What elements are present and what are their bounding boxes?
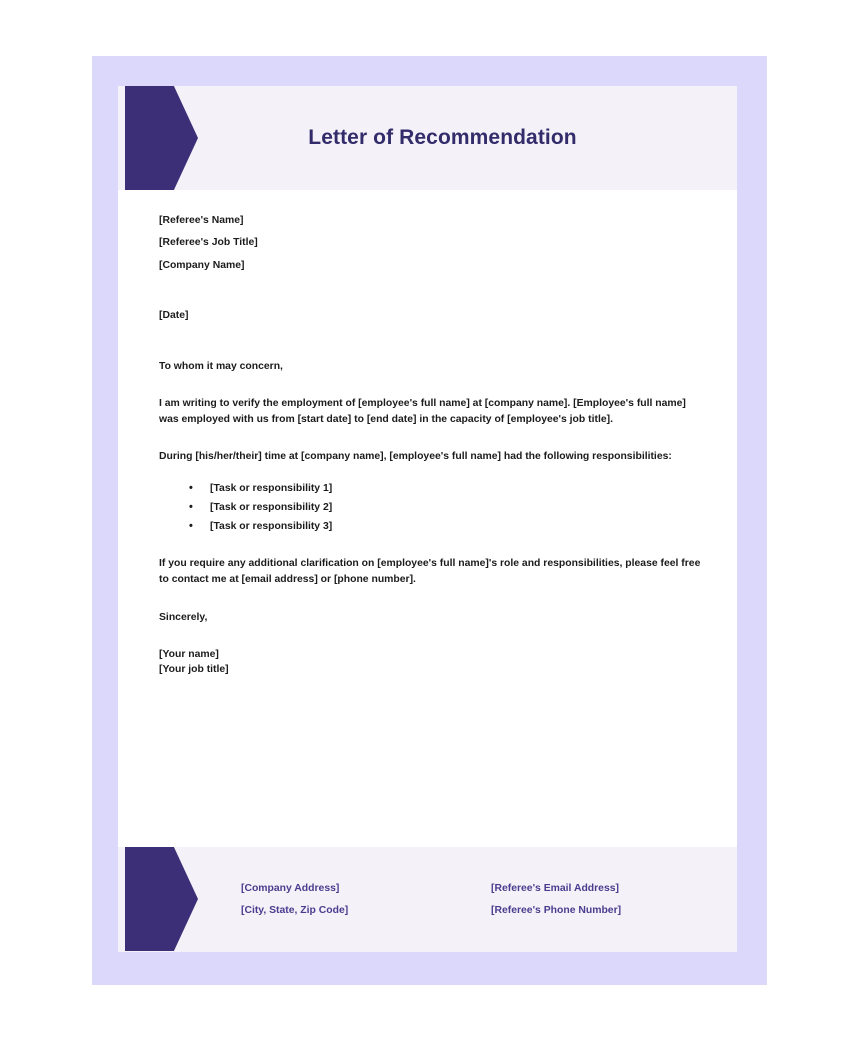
document-footer bbox=[118, 847, 737, 952]
date-line: [Date] bbox=[159, 310, 189, 322]
signature-block bbox=[159, 647, 704, 677]
closing-salutation: Sincerely, bbox=[159, 611, 208, 623]
signer-name-line: [Your name] bbox=[159, 649, 219, 661]
letter-body bbox=[159, 213, 704, 678]
document-page bbox=[118, 86, 737, 952]
footer-contact-columns bbox=[118, 847, 737, 952]
referee-address-block bbox=[159, 213, 704, 273]
responsibilities-intro-paragraph: During [his/her/their] time at [company name], [employee's full name] had the following responsibilities: bbox=[159, 450, 672, 462]
signer-job-title-line: [Your job title] bbox=[159, 664, 229, 676]
responsibilities-list bbox=[159, 481, 704, 535]
list-item: • [Task or responsibility 3] bbox=[198, 519, 704, 535]
company-address-line: [Company Address] bbox=[241, 883, 340, 895]
company-name-line: [Company Name] bbox=[159, 259, 245, 271]
referee-email-line: [Referee's Email Address] bbox=[491, 883, 619, 895]
page-title: Letter of Recommendation bbox=[308, 126, 577, 149]
document-header bbox=[118, 86, 737, 190]
contact-clarification-paragraph: If you require any additional clarification on [employee's full name]'s role and responsibilities, please feel free to contact me at [email address] or [phone number]. bbox=[159, 557, 701, 585]
referee-job-title-line: [Referee's Job Title] bbox=[159, 237, 258, 249]
city-state-zip-line: [City, State, Zip Code] bbox=[241, 904, 349, 916]
referee-name-line: [Referee's Name] bbox=[159, 215, 244, 226]
employment-verification-paragraph: I am writing to verify the employment of [employee's full name] at [company name]. [Employee's full name] was employed with us from [start date] to [end date] in the capacity of [employee's job title]. bbox=[159, 398, 686, 425]
list-item: • [Task or responsibility 1] bbox=[198, 481, 704, 497]
footer-contact-column bbox=[491, 878, 621, 921]
footer-address-column bbox=[241, 878, 491, 921]
referee-phone-line: [Referee's Phone Number] bbox=[491, 904, 622, 916]
salutation: To whom it may concern, bbox=[159, 361, 283, 373]
list-item: • [Task or responsibility 2] bbox=[198, 500, 704, 516]
